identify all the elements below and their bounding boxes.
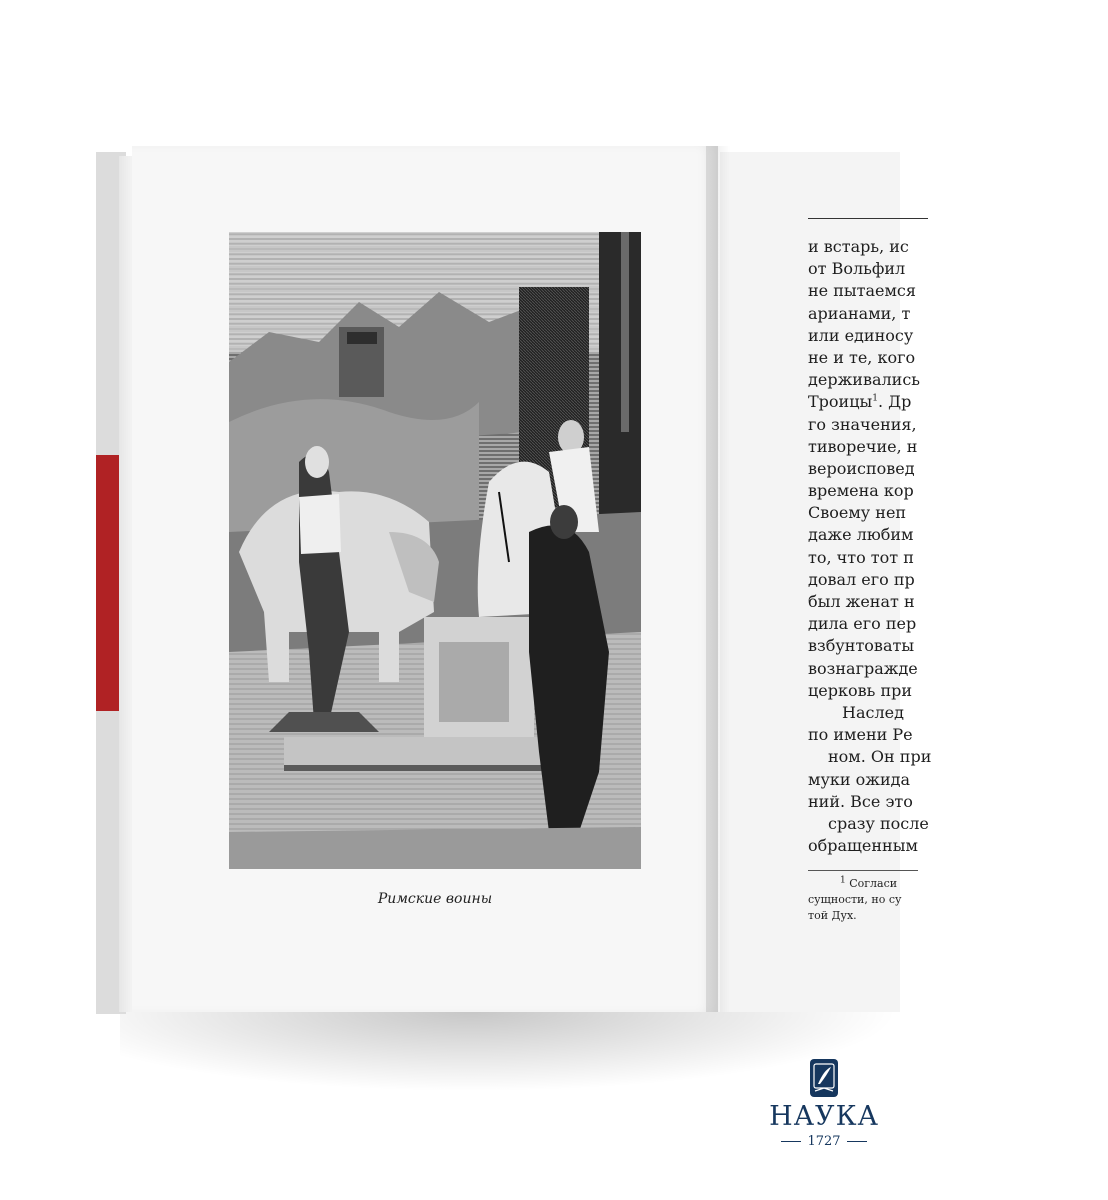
cover-red-band	[96, 455, 119, 711]
text-line: обращенным	[808, 836, 918, 856]
footnote-number: 1	[840, 875, 846, 886]
publisher-name: НАУКА	[769, 1101, 879, 1132]
text-line: держивались	[808, 370, 920, 390]
footnote-text: Согласи	[849, 877, 898, 890]
engraving-artwork	[229, 232, 641, 869]
year-dash-right	[847, 1141, 867, 1142]
book-gutter	[706, 146, 730, 1012]
year-dash-left	[781, 1141, 801, 1142]
text-line: сразу после	[828, 813, 929, 833]
illustration-caption: Римские воины	[377, 891, 493, 907]
footnote-line	[808, 876, 1108, 892]
text-line: и встарь, ис	[808, 237, 909, 256]
header-rule	[808, 218, 928, 219]
text-line: взбунтоваты	[808, 636, 915, 656]
body-text	[808, 236, 1108, 857]
text-line-trinity-suffix: . Др	[877, 392, 912, 412]
publisher-year-row	[768, 1134, 880, 1149]
footnote-line: той Дух.	[808, 909, 857, 922]
text-line: был женат н	[808, 592, 915, 611]
text-line: вознагражде	[808, 658, 918, 678]
text-line: вероисповед	[808, 458, 915, 478]
footnote-rule	[808, 870, 918, 871]
text-line: дила его пер	[808, 614, 917, 634]
text-line: по имени Ре	[808, 725, 913, 745]
engraving-illustration	[229, 232, 641, 869]
right-page	[720, 152, 932, 1012]
text-line: или единосу	[808, 325, 914, 345]
page-stack	[119, 156, 133, 1012]
text-line: не пытаемся	[808, 281, 916, 301]
text-line: ном. Он при	[828, 747, 932, 767]
text-line: церковь при	[808, 680, 913, 700]
text-line: довал его пр	[808, 569, 915, 589]
text-line: Своему неп	[808, 503, 907, 523]
footnote-ref: 1	[872, 393, 878, 404]
text-line: тиворечие, н	[808, 436, 918, 456]
footnote-line: сущности, но су	[808, 893, 902, 906]
text-line: арианами, т	[808, 303, 911, 323]
publisher-logo	[768, 1058, 880, 1168]
text-line: даже любим	[808, 525, 914, 545]
text-line	[808, 391, 1108, 413]
text-line: го значения,	[808, 414, 917, 434]
text-line: муки ожида	[808, 769, 911, 789]
text-line: от Вольфил	[808, 259, 906, 279]
text-line-trinity: Троицы	[808, 392, 873, 412]
text-line-paragraph-start: Наслед	[842, 702, 904, 722]
text-line: то, что тот п	[808, 547, 914, 567]
text-line: ний. Все это	[808, 791, 913, 811]
text-line: не и те, кого	[808, 347, 916, 367]
footnotes	[808, 876, 1108, 924]
book-feather-icon	[809, 1058, 839, 1098]
publisher-year: 1727	[807, 1134, 841, 1149]
text-line: времена кор	[808, 481, 914, 501]
